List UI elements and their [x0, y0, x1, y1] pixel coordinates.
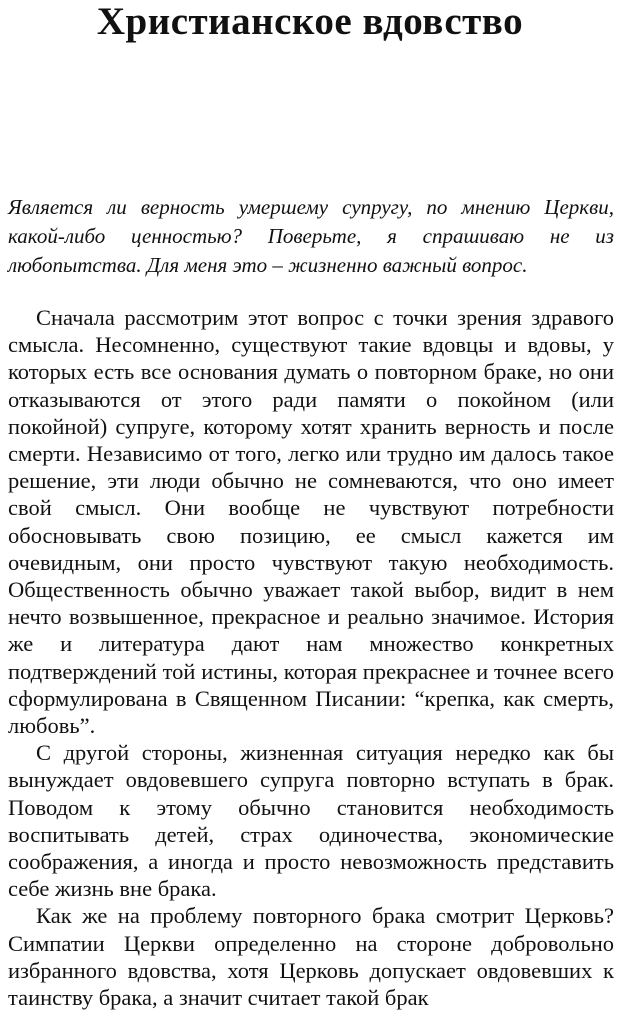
reader-question: Является ли верность умершему супругу, по мнению Церкви, какой-либо ценностью? Поверьте, я спрашиваю не из любопытства. Для меня это – жизненно важный вопрос.: [8, 195, 614, 277]
paragraph-2: С другой стороны, жизненная ситуация нередко как бы вынуждает овдовевшего супруга повторно вступать в брак. Поводом к этому обычно становится необходимость воспитывать детей, страх одиночества, экономические соображения, а иногда и просто невозможность представить себе жизнь вне брака.: [8, 740, 614, 902]
paragraph-1: Сначала рассмотрим этот вопрос с точки зрения здравого смысла. Несомненно, существуют такие вдовцы и вдовы, у которых есть все основания думать о повторном браке, но они отказываются от этого ради памяти о покойном (или покойной) супруге, которому хотят хранить верность и после смерти. Независимо от того, легко или трудно им далось такое решение, эти люди обычно не сомневаются, что оно имеет свой смысл. Они вообще не чувствуют потребности обосновывать свою позицию, ее смысл кажется им очевидным, они просто чувствуют такую необходимость. Общественность обычно уважает такой выбор, видит в нем нечто возвышенное, прекрасное и реально значимое. История же и литература дают нам множество конкретных подтверждений той истины, которая прекраснее и точнее всего сформулирована в Священном Писании: “крепка, как смерть, любовь”.: [8, 305, 614, 739]
chapter-title: Христианское вдовство: [96, 0, 524, 43]
paragraph-3: Как же на проблему повторного брака смотрит Церковь? Симпатии Церкви определенно на стороне добровольно избранного вдовства, хотя Церковь допускает овдовевших к таинству брака, а значит считает такой брак: [8, 903, 614, 1011]
answer-text: [8, 304, 614, 1011]
